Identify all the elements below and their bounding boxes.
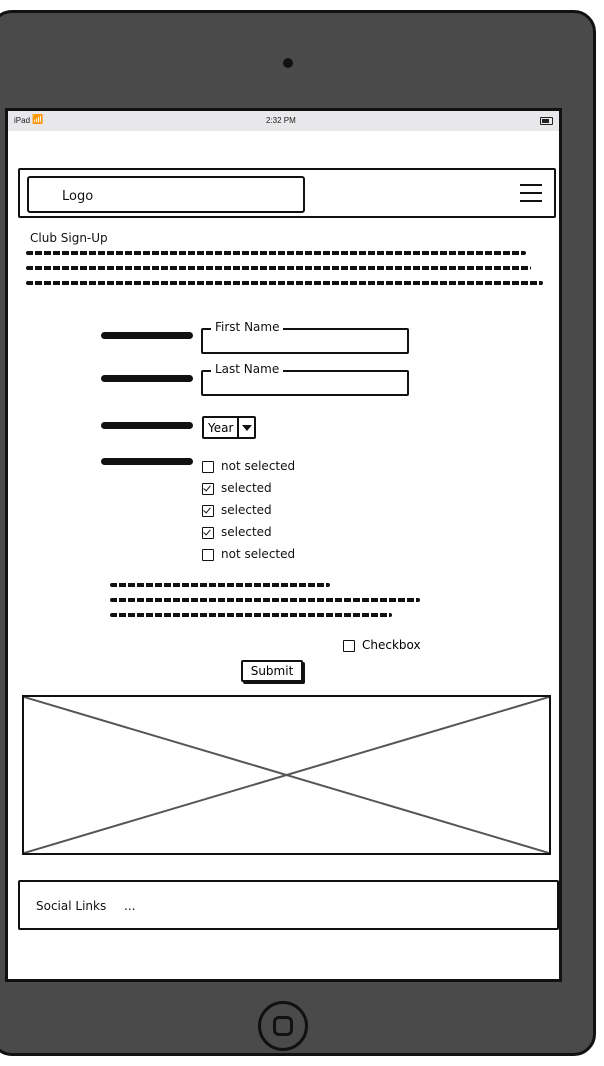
last-name-legend: Last Name xyxy=(211,362,283,376)
checkbox-checked-icon[interactable] xyxy=(202,505,214,517)
ipad-frame xyxy=(0,10,596,1056)
first-name-legend: First Name xyxy=(211,320,283,334)
last-name-field[interactable] xyxy=(201,362,409,396)
battery-icon xyxy=(540,117,553,125)
submit-button[interactable]: Submit xyxy=(241,660,303,682)
agree-checkbox-label: Checkbox xyxy=(362,638,421,652)
scribble-line xyxy=(26,266,531,270)
logo[interactable]: Logo xyxy=(27,176,305,213)
year-label-scribble xyxy=(101,422,193,429)
checkbox-unchecked-icon[interactable] xyxy=(202,461,214,473)
status-bar xyxy=(8,111,559,131)
option-label: selected xyxy=(221,481,272,495)
image-placeholder-cross xyxy=(24,697,549,853)
status-carrier: iPad xyxy=(14,116,31,125)
checkbox-unchecked-icon[interactable] xyxy=(343,640,355,652)
last-name-label-scribble xyxy=(101,375,193,382)
device-screen xyxy=(5,108,562,982)
option-label: selected xyxy=(221,503,272,517)
checkbox-checked-icon[interactable] xyxy=(202,527,214,539)
options-label-scribble xyxy=(101,458,193,465)
year-select[interactable] xyxy=(202,416,256,439)
page-title: Club Sign-Up xyxy=(30,231,108,245)
image-placeholder-icon xyxy=(22,695,551,855)
first-name-label-scribble xyxy=(101,332,193,339)
scribble-line xyxy=(110,613,392,617)
social-links-label: Social Links xyxy=(36,899,107,913)
social-links-ellipsis[interactable]: ... xyxy=(124,899,136,913)
wifi-icon: 📶 xyxy=(32,114,44,124)
scribble-line xyxy=(26,281,543,285)
year-select-value: Year xyxy=(208,421,234,435)
hamburger-menu-icon[interactable] xyxy=(520,184,542,202)
scribble-line xyxy=(110,598,420,602)
scribble-line xyxy=(26,251,526,255)
home-icon xyxy=(273,1016,293,1036)
checkbox-checked-icon[interactable] xyxy=(202,483,214,495)
footer xyxy=(18,880,559,930)
option-label: selected xyxy=(221,525,272,539)
site-header xyxy=(18,168,556,218)
status-time: 2:32 PM xyxy=(266,116,296,125)
home-button[interactable] xyxy=(258,1001,308,1051)
option-label: not selected xyxy=(221,459,296,473)
first-name-field[interactable] xyxy=(201,320,409,354)
checkbox-unchecked-icon[interactable] xyxy=(202,549,214,561)
option-label: not selected xyxy=(221,547,296,561)
camera-icon xyxy=(283,58,293,68)
chevron-down-icon[interactable] xyxy=(237,418,254,437)
scribble-line xyxy=(110,583,330,587)
